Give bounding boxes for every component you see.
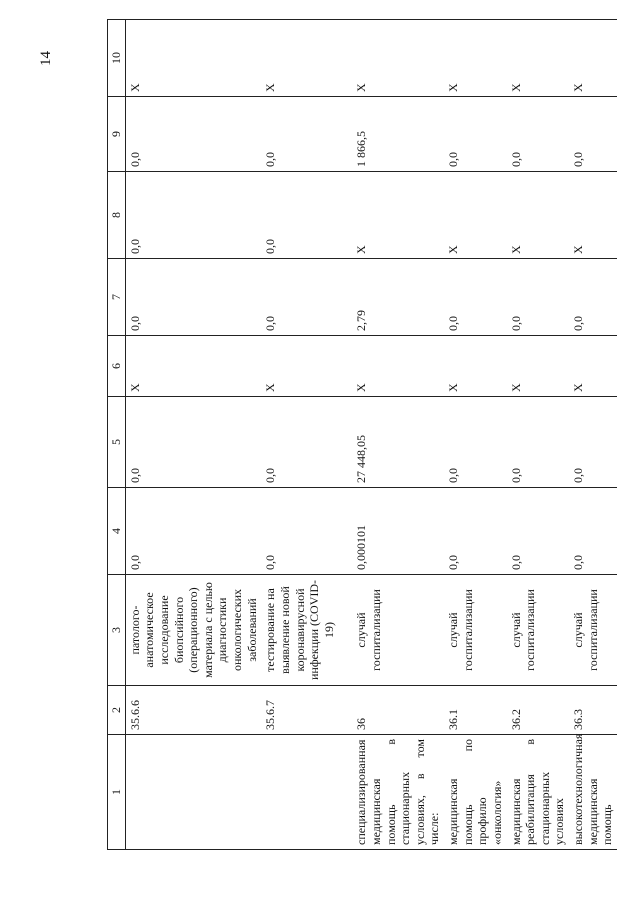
row-name: медицинская реабилитация в стационарных условиях	[507, 735, 570, 850]
cell-col-10: Х	[352, 20, 444, 97]
column-header-7: 7	[108, 259, 126, 336]
cell-col-6: Х	[444, 336, 507, 397]
table-row	[569, 20, 617, 850]
cell-col-7: 0,0	[261, 259, 352, 336]
column-header-1: 1	[108, 735, 126, 850]
column-header-4: 4	[108, 488, 126, 575]
column-header-6: 6	[108, 336, 126, 397]
row-name: специализированная медицинская помощь в стационарных условиях, в том числе:	[352, 735, 444, 850]
cell-col-8: Х	[507, 172, 570, 259]
cell-col-4: 0,0	[125, 488, 261, 575]
cell-col-10: Х	[261, 20, 352, 97]
cell-col-5: 0,0	[125, 397, 261, 488]
row-code: 36.2	[507, 686, 570, 735]
row-unit: случай госпитализации	[444, 575, 507, 686]
column-header-5: 5	[108, 397, 126, 488]
cell-col-5: 0,0	[569, 397, 617, 488]
row-name: высокотехнологичная медицинская помощь	[569, 735, 617, 850]
cell-col-7: 0,0	[569, 259, 617, 336]
cell-col-8: Х	[569, 172, 617, 259]
cell-col-10: Х	[507, 20, 570, 97]
cell-col-9: 0,0	[507, 97, 570, 172]
table-row	[444, 20, 507, 850]
cell-col-4: 0,0	[507, 488, 570, 575]
cell-col-10: Х	[569, 20, 617, 97]
cell-col-6: Х	[125, 336, 261, 397]
row-unit: тестирование на выявление новой коронавирусной инфекции (COVID-19)	[261, 575, 352, 686]
cell-col-9: 0,0	[125, 97, 261, 172]
cell-col-4: 0,0	[444, 488, 507, 575]
rotated-table-sheet	[107, 52, 628, 850]
row-code: 35.6.6	[125, 686, 261, 735]
cell-col-5: 27 448,05	[352, 397, 444, 488]
column-number-row	[108, 20, 126, 850]
cell-col-8: Х	[352, 172, 444, 259]
cell-col-4: 0,0	[261, 488, 352, 575]
cell-col-5: 0,0	[444, 397, 507, 488]
row-unit: случай госпитализации	[569, 575, 617, 686]
row-code: 36.1	[444, 686, 507, 735]
row-unit: случай госпитализации	[352, 575, 444, 686]
table-row	[125, 20, 261, 850]
table-row	[352, 20, 444, 850]
table-row	[507, 20, 570, 850]
column-header-8: 8	[108, 172, 126, 259]
cell-col-9: 0,0	[569, 97, 617, 172]
cell-col-5: 0,0	[507, 397, 570, 488]
row-unit: патолого-анатомическое исследование биопсийного (операционного) материала с целью диагностики онкологических заболеваний	[125, 575, 261, 686]
tariff-table	[107, 19, 617, 850]
cell-col-6: Х	[352, 336, 444, 397]
cell-col-9: 1 866,5	[352, 97, 444, 172]
cell-col-7: 2,79	[352, 259, 444, 336]
column-header-10: 10	[108, 20, 126, 97]
cell-col-9: 0,0	[444, 97, 507, 172]
cell-col-8: 0,0	[261, 172, 352, 259]
column-header-9: 9	[108, 97, 126, 172]
table-row	[261, 20, 352, 850]
cell-col-8: Х	[444, 172, 507, 259]
cell-col-4: 0,0	[569, 488, 617, 575]
cell-col-7: 0,0	[444, 259, 507, 336]
row-code: 35.6.7	[261, 686, 352, 735]
column-header-2: 2	[108, 686, 126, 735]
cell-col-10: Х	[444, 20, 507, 97]
row-unit: случай госпитализации	[507, 575, 570, 686]
cell-col-7: 0,0	[125, 259, 261, 336]
cell-col-6: Х	[569, 336, 617, 397]
page-number: 14	[38, 51, 54, 66]
row-name	[261, 735, 352, 850]
cell-col-5: 0,0	[261, 397, 352, 488]
column-header-3: 3	[108, 575, 126, 686]
cell-col-8: 0,0	[125, 172, 261, 259]
cell-col-10: Х	[125, 20, 261, 97]
cell-col-7: 0,0	[507, 259, 570, 336]
cell-col-6: Х	[507, 336, 570, 397]
cell-col-9: 0,0	[261, 97, 352, 172]
row-name: медицинская помощь по профилю «онкология»	[444, 735, 507, 850]
cell-col-6: Х	[261, 336, 352, 397]
row-name	[125, 735, 261, 850]
row-code: 36.3	[569, 686, 617, 735]
cell-col-4: 0,000101	[352, 488, 444, 575]
row-code: 36	[352, 686, 444, 735]
